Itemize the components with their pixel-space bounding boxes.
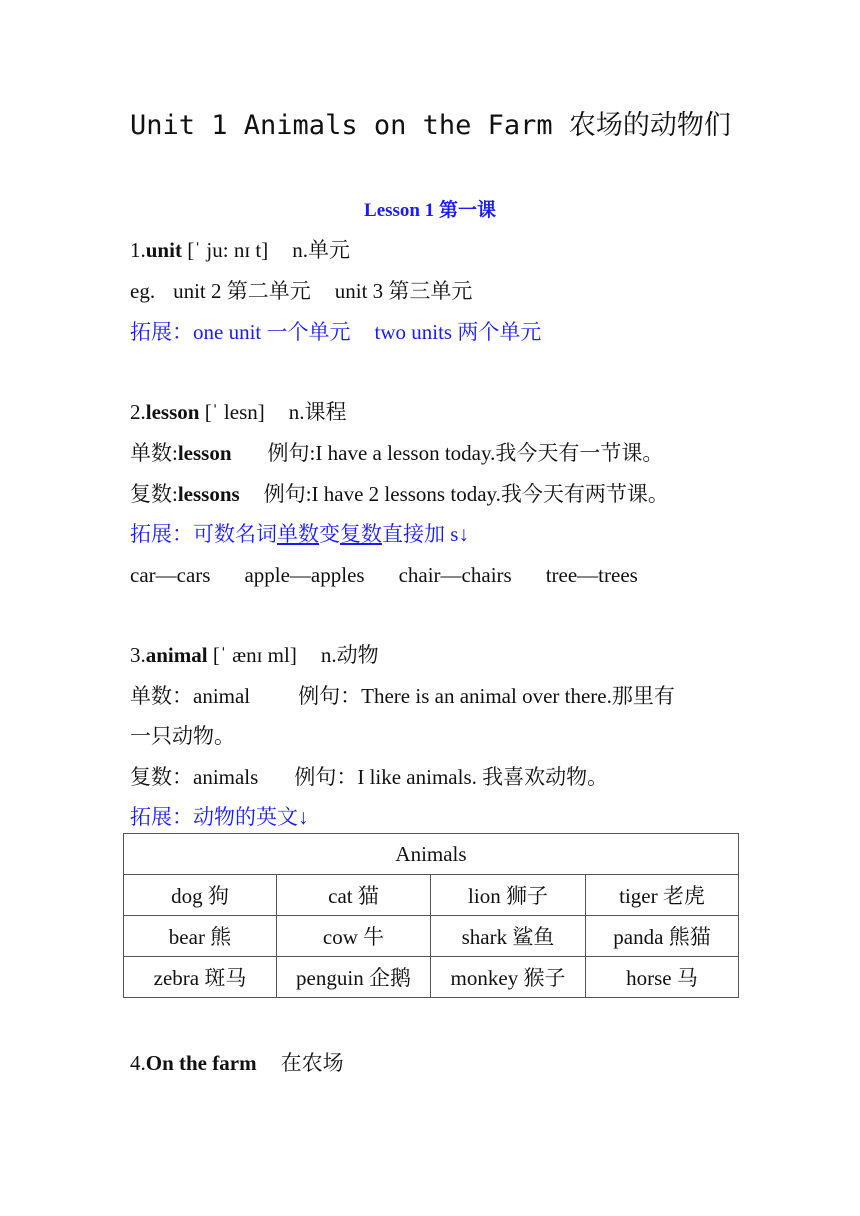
item-number: 2. (130, 400, 146, 424)
singular-word: lesson (177, 441, 232, 465)
plural-pair: chair—chairs (398, 563, 512, 587)
down-arrow-icon: ↓ (458, 522, 469, 546)
table-cell: tiger 老虎 (586, 875, 739, 916)
extension-text: 拓展：动物的英文 (130, 805, 298, 829)
extension-text: one unit 一个单元 (193, 320, 351, 344)
table-cell: penguin 企鹅 (277, 957, 431, 998)
table-cell: dog 狗 (124, 875, 277, 916)
extension-underlined: 单数 (277, 522, 319, 546)
item-lesson-definition (130, 398, 347, 426)
plural-pair: car—cars (130, 563, 211, 587)
extension-underlined: 复数 (340, 522, 382, 546)
phonetic: [ˈ lesn] (199, 400, 265, 424)
table-cell: panda 熊猫 (586, 916, 739, 957)
plural-pair: apple—apples (244, 563, 365, 587)
table-cell: bear 熊 (124, 916, 277, 957)
vocab-word: lesson (145, 400, 200, 424)
item-animal-extension (130, 803, 309, 831)
plural-label: 复数: (130, 482, 178, 506)
item-animal-plural (130, 763, 608, 791)
example-label: 例句: (263, 482, 312, 506)
table-header: Animals (124, 834, 739, 875)
table-cell: zebra 斑马 (124, 957, 277, 998)
part-of-speech: n.动物 (320, 643, 379, 667)
singular-label: 单数: (130, 441, 178, 465)
example-text: I have a lesson today.我今天有一节课。 (315, 441, 664, 465)
example-text: 一只动物。 (130, 724, 235, 748)
phonetic: [ˈ ju: nɪ t] (181, 238, 269, 262)
down-arrow-icon: ↓ (298, 805, 309, 829)
extension-text: 直接加 s (382, 522, 459, 546)
lesson-heading: Lesson 1 第一课 (364, 200, 496, 221)
singular-label: 单数：animal (130, 684, 251, 708)
page-title: Unit 1 Animals on the Farm 农场的动物们 (130, 110, 731, 141)
animals-table (123, 833, 739, 998)
item-animal-singular (130, 682, 675, 710)
item-animal-definition (130, 641, 379, 669)
item-on-the-farm (130, 1049, 344, 1077)
part-of-speech: n.单元 (292, 238, 351, 262)
table-row (124, 916, 739, 957)
plural-pair: tree—trees (545, 563, 638, 587)
item-unit-examples (130, 277, 472, 305)
eg-label: eg. (130, 279, 156, 303)
example-text: 例句：There is an animal over there.那里有 (298, 684, 675, 708)
table-cell: horse 马 (586, 957, 739, 998)
table-cell: cow 牛 (277, 916, 431, 957)
item-animal-singular-cont (130, 722, 235, 750)
item-lesson-extension (130, 520, 469, 548)
extension-text: 变 (319, 522, 340, 546)
extension-label: 拓展： (130, 320, 193, 344)
item-unit-extension (130, 318, 541, 346)
table-header-row (124, 834, 739, 875)
plural-examples (130, 561, 638, 589)
extension-text: 拓展：可数名词 (130, 522, 277, 546)
table-row (124, 957, 739, 998)
item-number: 4. (130, 1051, 146, 1075)
item-unit-definition (130, 236, 350, 264)
table-cell: cat 猫 (277, 875, 431, 916)
vocab-word: animal (145, 643, 208, 667)
item-number: 3. (130, 643, 146, 667)
plural-word: lessons (177, 482, 240, 506)
item-lesson-plural (130, 480, 669, 508)
extension-text: two units 两个单元 (374, 320, 542, 344)
phonetic: [ˈ ænɪ ml] (207, 643, 297, 667)
item-lesson-singular (130, 439, 663, 467)
table-row (124, 875, 739, 916)
table-cell: shark 鲨鱼 (431, 916, 586, 957)
example-text: unit 3 第三单元 (334, 279, 473, 303)
phrase-meaning: 在农场 (280, 1051, 344, 1075)
item-number: 1. (130, 238, 146, 262)
vocab-phrase: On the farm (145, 1051, 257, 1075)
example-text: I have 2 lessons today.我今天有两节课。 (311, 482, 669, 506)
vocab-word: unit (145, 238, 182, 262)
example-text: 例句：I like animals. 我喜欢动物。 (294, 765, 609, 789)
table-cell: monkey 猴子 (431, 957, 586, 998)
part-of-speech: n.课程 (288, 400, 347, 424)
table-cell: lion 狮子 (431, 875, 586, 916)
example-text: unit 2 第二单元 (173, 279, 311, 303)
example-label: 例句: (267, 441, 316, 465)
plural-label: 复数：animals (130, 765, 259, 789)
